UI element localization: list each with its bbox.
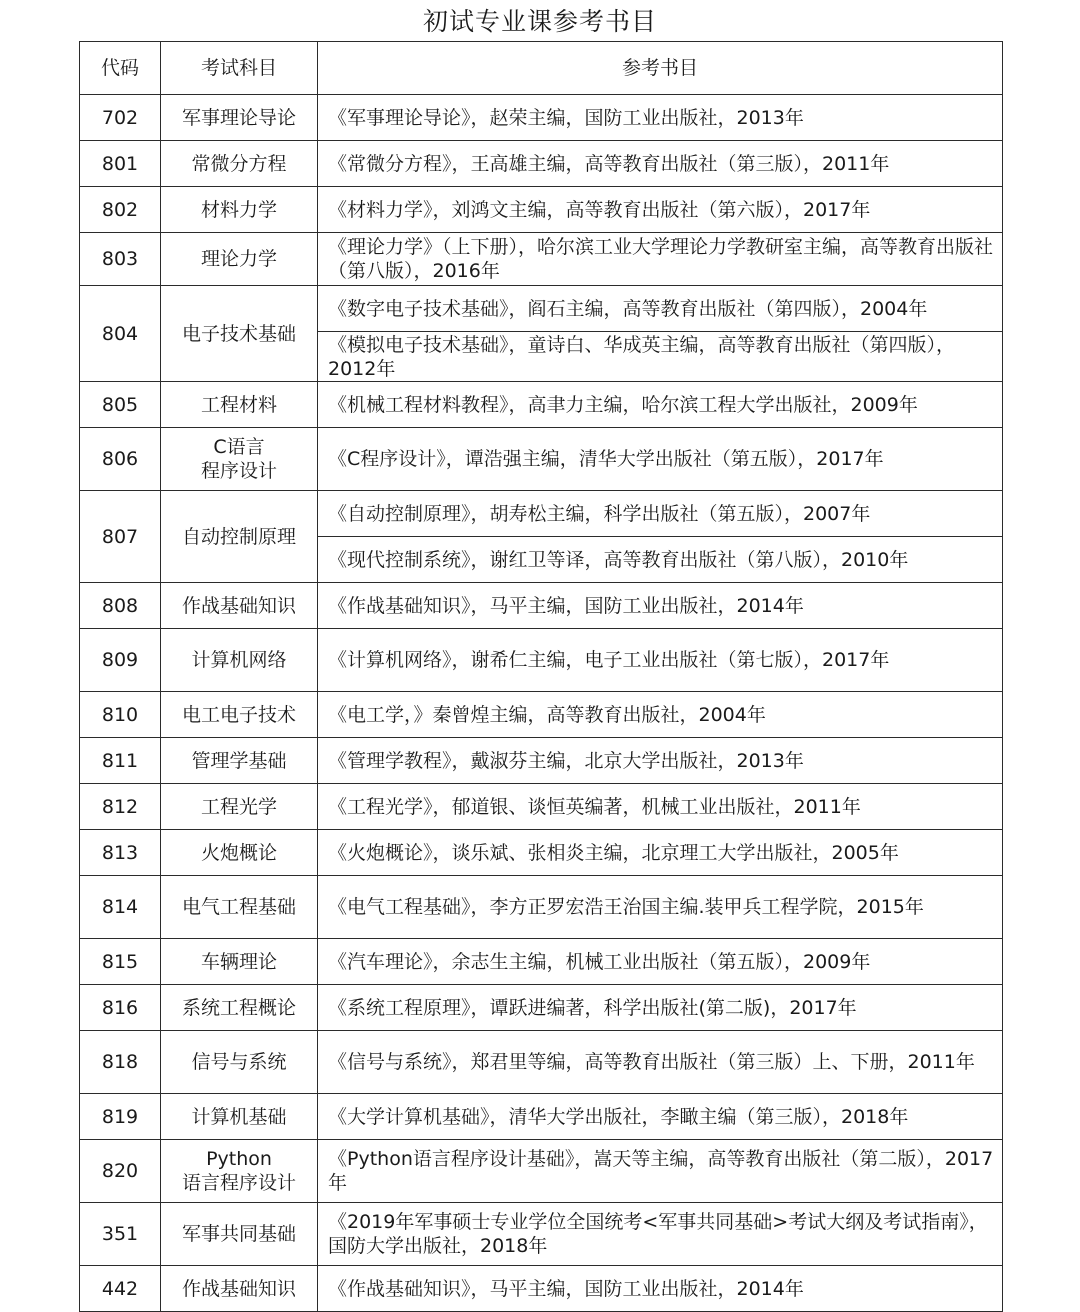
- table-row: [80, 187, 1003, 233]
- row-subject: 火炮概论: [161, 830, 318, 876]
- row-book: 《电气工程基础》，李方正罗宏浩王治国主编.装甲兵工程学院，2015年: [318, 876, 1003, 939]
- table-row: [80, 784, 1003, 830]
- row-subject: 信号与系统: [161, 1031, 318, 1094]
- row-subject: 车辆理论: [161, 939, 318, 985]
- row-code: 814: [80, 876, 161, 939]
- header-code: 代码: [80, 42, 161, 95]
- row-subject: 电子技术基础: [161, 286, 318, 382]
- row-code: 806: [80, 428, 161, 491]
- row-book: 《火炮概论》，谈乐斌、张相炎主编，北京理工大学出版社，2005年: [318, 830, 1003, 876]
- row-subject: 军事理论导论: [161, 95, 318, 141]
- row-subject: 作战基础知识: [161, 583, 318, 629]
- row-code: 811: [80, 738, 161, 784]
- table-row: [80, 233, 1003, 286]
- table-row: [80, 1140, 1003, 1203]
- row-subject: Python 语言程序设计: [161, 1140, 318, 1203]
- row-code: 816: [80, 985, 161, 1031]
- row-book: 《作战基础知识》，马平主编，国防工业出版社，2014年: [318, 1266, 1003, 1312]
- header-subject: 考试科目: [161, 42, 318, 95]
- table-header-row: [80, 42, 1003, 95]
- row-code: 808: [80, 583, 161, 629]
- table-row: [80, 1203, 1003, 1266]
- row-subject: 自动控制原理: [161, 491, 318, 583]
- table-row: [80, 830, 1003, 876]
- page-title: 初试专业课参考书目: [422, 7, 657, 36]
- row-subject: 作战基础知识: [161, 1266, 318, 1312]
- row-subject: 计算机基础: [161, 1094, 318, 1140]
- table-row: [80, 382, 1003, 428]
- row-code: 810: [80, 692, 161, 738]
- row-book: 《理论力学》（上下册），哈尔滨工业大学理论力学教研室主编，高等教育出版社（第八版），2016年: [318, 233, 1003, 286]
- row-code: 820: [80, 1140, 161, 1203]
- row-code: 803: [80, 233, 161, 286]
- table-row: [80, 738, 1003, 784]
- row-book: 《机械工程材料教程》，高聿力主编，哈尔滨工程大学出版社，2009年: [318, 382, 1003, 428]
- row-code: 813: [80, 830, 161, 876]
- row-code: 702: [80, 95, 161, 141]
- table-row: [80, 95, 1003, 141]
- table-row: [80, 985, 1003, 1031]
- row-book: 《管理学教程》，戴淑芬主编，北京大学出版社，2013年: [318, 738, 1003, 784]
- reference-book-table: [79, 41, 1003, 1312]
- row-book: 《作战基础知识》，马平主编，国防工业出版社，2014年: [318, 583, 1003, 629]
- table-row: [80, 286, 1003, 332]
- row-subject: 材料力学: [161, 187, 318, 233]
- header-books: 参考书目: [318, 42, 1003, 95]
- row-book: 《电工学，》秦曾煌主编，高等教育出版社，2004年: [318, 692, 1003, 738]
- table-row: [80, 692, 1003, 738]
- table-row: [80, 491, 1003, 537]
- table-row: [80, 629, 1003, 692]
- table-row: [80, 1266, 1003, 1312]
- row-book: 《材料力学》，刘鸿文主编，高等教育出版社（第六版），2017年: [318, 187, 1003, 233]
- row-code: 351: [80, 1203, 161, 1266]
- row-book: 《Python语言程序设计基础》，嵩天等主编，高等教育出版社（第二版），2017年: [318, 1140, 1003, 1203]
- row-code: 815: [80, 939, 161, 985]
- table-row: [80, 876, 1003, 939]
- row-subject: 系统工程概论: [161, 985, 318, 1031]
- table-row: [80, 1094, 1003, 1140]
- row-subject: 工程光学: [161, 784, 318, 830]
- row-book: 《军事理论导论》，赵荣主编，国防工业出版社，2013年: [318, 95, 1003, 141]
- row-code: 805: [80, 382, 161, 428]
- row-book: 《数字电子技术基础》，阎石主编，高等教育出版社（第四版），2004年: [318, 286, 1003, 332]
- row-book: 《汽车理论》，余志生主编，机械工业出版社（第五版），2009年: [318, 939, 1003, 985]
- row-code: 809: [80, 629, 161, 692]
- row-book: 《2019年军事硕士专业学位全国统考<军事共同基础>考试大纲及考试指南》，国防大学出版社，2018年: [318, 1203, 1003, 1266]
- row-subject: 管理学基础: [161, 738, 318, 784]
- table-row: [80, 939, 1003, 985]
- row-book: 《C程序设计》，谭浩强主编，清华大学出版社（第五版），2017年: [318, 428, 1003, 491]
- row-book: 《自动控制原理》，胡寿松主编，科学出版社（第五版），2007年: [318, 491, 1003, 537]
- row-code: 804: [80, 286, 161, 382]
- row-subject: 工程材料: [161, 382, 318, 428]
- table-body: [80, 95, 1003, 1312]
- table-row: [80, 428, 1003, 491]
- row-book: 《现代控制系统》，谢红卫等译，高等教育出版社（第八版），2010年: [318, 537, 1003, 583]
- table-row: [80, 1031, 1003, 1094]
- row-subject: 计算机网络: [161, 629, 318, 692]
- row-subject: 军事共同基础: [161, 1203, 318, 1266]
- row-book: 《系统工程原理》，谭跃进编著，科学出版社(第二版)，2017年: [318, 985, 1003, 1031]
- row-book: 《信号与系统》，郑君里等编，高等教育出版社（第三版）上、下册，2011年: [318, 1031, 1003, 1094]
- row-subject: 理论力学: [161, 233, 318, 286]
- row-code: 819: [80, 1094, 161, 1140]
- row-subject: 电工电子技术: [161, 692, 318, 738]
- row-subject: 常微分方程: [161, 141, 318, 187]
- row-subject: 电气工程基础: [161, 876, 318, 939]
- row-book: 《工程光学》，郁道银、谈恒英编著，机械工业出版社，2011年: [318, 784, 1003, 830]
- table-row: [80, 141, 1003, 187]
- row-code: 442: [80, 1266, 161, 1312]
- row-book: 《大学计算机基础》，清华大学出版社，李瞰主编（第三版），2018年: [318, 1094, 1003, 1140]
- row-book: 《模拟电子技术基础》，童诗白、华成英主编，高等教育出版社（第四版），2012年: [318, 332, 1003, 382]
- row-code: 812: [80, 784, 161, 830]
- row-subject: C语言 程序设计: [161, 428, 318, 491]
- row-code: 801: [80, 141, 161, 187]
- row-code: 802: [80, 187, 161, 233]
- table-row: [80, 583, 1003, 629]
- row-book: 《常微分方程》，王高雄主编，高等教育出版社（第三版），2011年: [318, 141, 1003, 187]
- row-code: 818: [80, 1031, 161, 1094]
- row-code: 807: [80, 491, 161, 583]
- row-book: 《计算机网络》，谢希仁主编，电子工业出版社（第七版），2017年: [318, 629, 1003, 692]
